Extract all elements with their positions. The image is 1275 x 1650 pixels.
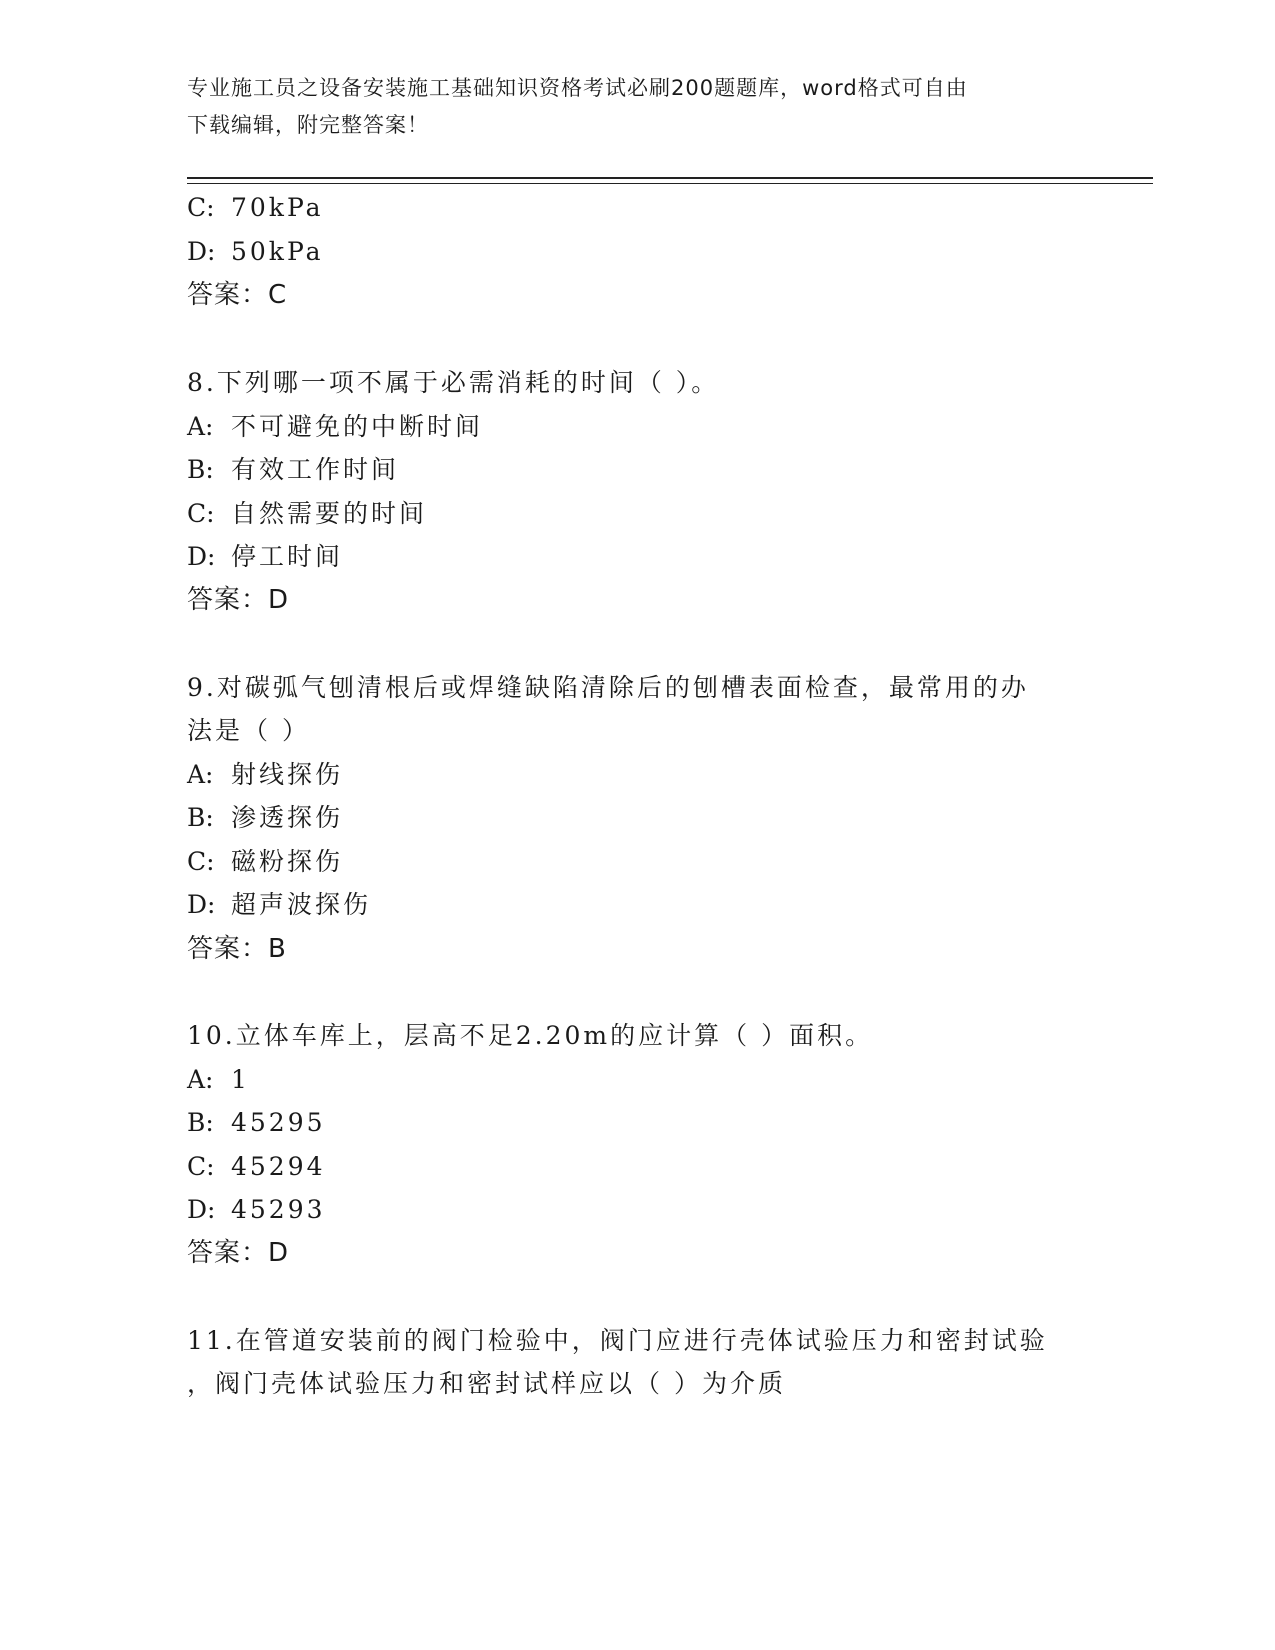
option-a: [187, 1063, 250, 1097]
option-c: [187, 1150, 326, 1184]
option-c: [187, 845, 343, 879]
header-divider-thick: [187, 177, 1153, 179]
option-label: C:: [187, 499, 215, 528]
option-text: 50kPa: [231, 237, 324, 266]
header-divider-thin: [187, 183, 1153, 184]
option-label: C:: [187, 847, 215, 876]
option-d: [187, 235, 324, 269]
option-text: 45294: [231, 1152, 326, 1181]
option-text: 70kPa: [231, 193, 324, 222]
option-text: 磁粉探伤: [231, 847, 344, 876]
question-stem: 11.在管道安装前的阀门检验中，阀门应进行壳体试验压力和密封试验: [187, 1326, 1048, 1355]
question-stem-continued: ，阀门壳体试验压力和密封试样应以（ ）为介质: [187, 1369, 786, 1398]
option-b: [187, 453, 399, 487]
option-label: B:: [187, 455, 214, 484]
option-d: [187, 888, 371, 922]
question-stem-continued: 法是（ ）: [187, 716, 310, 745]
option-a: [187, 758, 343, 792]
option-b: [187, 801, 343, 835]
option-label: D:: [187, 1195, 216, 1224]
question-stem: 9.对碳弧气刨清根后或焊缝缺陷清除后的刨槽表面检查，最常用的办: [187, 673, 1029, 702]
option-text: 45295: [231, 1108, 326, 1137]
option-text: 自然需要的时间: [231, 499, 428, 528]
option-text: 1: [231, 1065, 250, 1094]
header-title-line-1: 专业施工员之设备安装施工基础知识资格考试必刷200题题库，word格式可自由: [187, 76, 968, 100]
option-text: 射线探伤: [231, 760, 344, 789]
option-d: [187, 540, 343, 574]
question-stem: 8.下列哪一项不属于必需消耗的时间（ ）。: [187, 368, 720, 397]
option-a: [187, 410, 483, 444]
option-text: 超声波探伤: [231, 890, 372, 919]
option-label: C:: [187, 1152, 215, 1181]
option-label: D:: [187, 542, 216, 571]
option-label: A:: [187, 412, 214, 441]
option-text: 有效工作时间: [231, 455, 400, 484]
answer-line: 答案：B: [187, 934, 287, 964]
header-title-line-2: 下载编辑，附完整答案！: [187, 113, 429, 137]
option-label: C:: [187, 193, 215, 222]
answer-line: 答案：C: [187, 280, 288, 310]
option-label: A:: [187, 760, 214, 789]
option-b: [187, 1106, 326, 1140]
answer-line: 答案：D: [187, 585, 290, 615]
option-label: D:: [187, 237, 216, 266]
option-text: 停工时间: [231, 542, 344, 571]
option-label: B:: [187, 803, 214, 832]
question-stem: 10.立体车库上，层高不足2.20m的应计算（ ）面积。: [187, 1021, 874, 1050]
answer-line: 答案：D: [187, 1238, 290, 1268]
option-text: 渗透探伤: [231, 803, 344, 832]
document-header: [187, 70, 1087, 144]
option-c: [187, 191, 324, 225]
option-label: A:: [187, 1065, 214, 1094]
option-text: 45293: [231, 1195, 326, 1224]
option-label: D:: [187, 890, 216, 919]
option-label: B:: [187, 1108, 214, 1137]
option-d: [187, 1193, 326, 1227]
option-text: 不可避免的中断时间: [231, 412, 484, 441]
option-c: [187, 497, 427, 531]
